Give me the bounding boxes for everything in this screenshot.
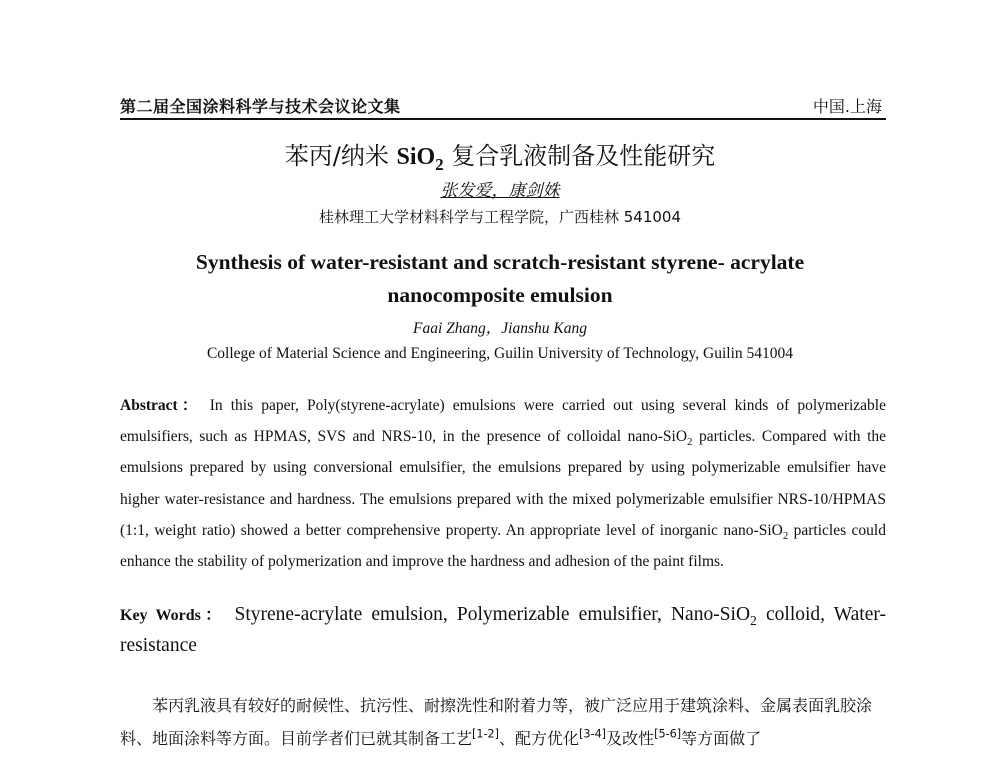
conference-location: 中国.上海 [812,97,882,116]
citation: [1-2] [472,727,500,741]
keywords: Key Words： Styrene-acrylate emulsion, Polymerizable emulsifier, Nano-SiO$_2$ colloid, Water-resistance [120,604,886,656]
english-affiliation: College of Material Science and Engineering, Guilin University of Technology, Guilin 541004 [206,345,794,362]
running-head [120,92,886,120]
english-title-line-1: Synthesis of water-resistant and scratch-resistant styrene- acrylate [195,250,805,274]
body-paragraph: 苯丙乳液具有较好的耐候性、抗污性、耐擦洗性和附着力等，被广泛应用于建筑涂料、金属表面乳胶涂料、地面涂料等方面。目前学者们已就其制备工艺[1-2]、配方优化[3-4]及改性[5-6]等方面做了 [120,696,873,748]
english-authors: Faai Zhang，Jianshu Kang [413,320,587,337]
abstract: Abstract： In this paper, Poly(styrene-acrylate) emulsions were carried out using several kinds of polymerizable emulsifiers, such as HPMAS, SVS and NRS-10, in the presence of colloidal nano-SiO$_2$ particles. Compared with the emulsions prepared by using conversional emulsifier, the emulsions prepared by using polymerizable emulsifier have higher water-resistance and hardness. The emulsions prepared with the mixed polymerizable emulsifier NRS-10/HPMAS (1:1, weight ratio) showed a better comprehensive property. An appropriate level of inorganic nano-SiO$_2$ particles could enhance the stability of polymerization and improve the hardness and adhesion of the paint films. [120,397,887,571]
citation: [3-4] [579,727,607,741]
keywords-label: Key Words [120,607,201,624]
abstract-label: Abstract [120,397,178,414]
citation: [5-6] [654,727,682,741]
chinese-affiliation: 桂林理工大学材料科学与工程学院，广西桂林 541004 [318,208,682,226]
chinese-title: 苯丙/纳米 SiO$_2$ 复合乳液制备及性能研究 [284,142,716,174]
chinese-authors: 张发爱，康剑姝 [440,181,560,200]
english-title [0,246,1000,312]
english-title-line-2: nanocomposite emulsion [387,283,613,307]
conference-name: 第二届全国涂料科学与技术会议论文集 [120,97,401,116]
